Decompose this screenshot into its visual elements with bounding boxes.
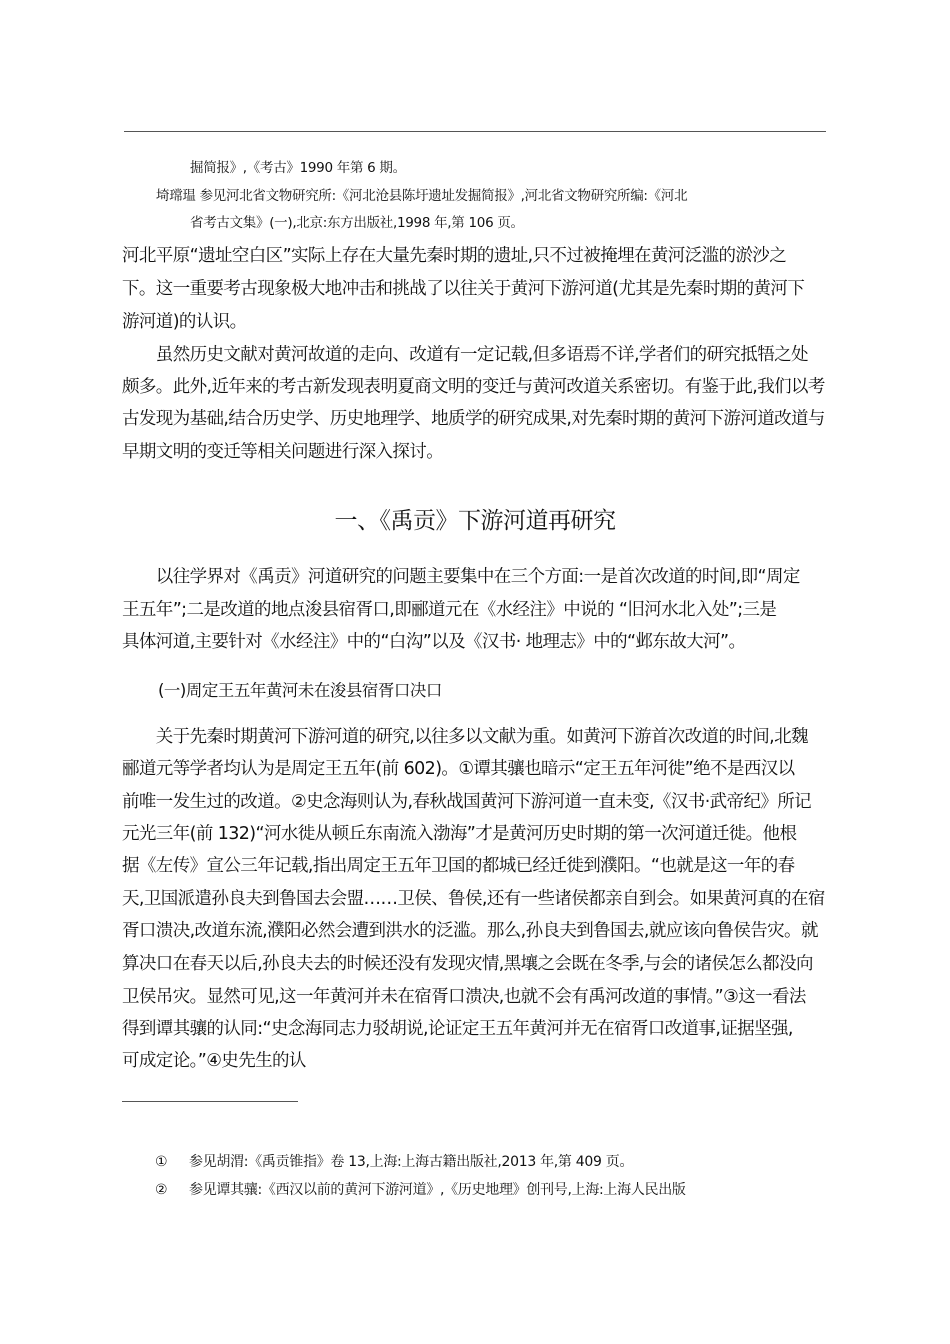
footnote-separator (122, 1101, 298, 1102)
paragraph-line: 下。这一重要考古现象极大地冲击和挑战了以往关于黄河下游河道(尤其是先秦时期的黄河下 (122, 279, 805, 299)
paragraph-line: 胥口溃决,改道东流,濮阳必然会遭到洪水的泛滥。那么,孙良夫到鲁国去,就应该向鲁侯告灾。就 (122, 921, 818, 941)
paragraph-line: 得到谭其骧的认同:“史念海同志力驳胡说,论证定王五年黄河并无在宿胥口改道事,证据坚强, (122, 1019, 793, 1039)
footnote-text: 参见胡渭:《禹贡锥指》卷 13,上海:上海古籍出版社,2013 年,第 409 页。 (189, 1154, 634, 1170)
paragraph-line: 颇多。此外,近年来的考古新发现表明夏商文明的变迁与黄河改道关系密切。有鉴于此,我们以考 (122, 377, 825, 397)
paragraph-line: 早期文明的变迁等相关问题进行深入探讨。 (122, 442, 444, 462)
paragraph-line: 据《左传》宣公三年记载,指出周定王五年卫国的都城已经迁徙到濮阳。“也就是这一年的春 (122, 856, 795, 876)
footnote-reference-line: 省考古文集》(一),北京:东方出版社,1998 年,第 106 页。 (190, 215, 524, 231)
paragraph-line: 算决口在春天以后,孙良夫去的时候还没有发现灾情,黑壤之会既在冬季,与会的诸侯怎么都没向 (122, 954, 813, 974)
paragraph-line: 虽然历史文献对黄河故道的走向、改道有一定记载,但多语焉不详,学者们的研究抵牾之处 (122, 345, 808, 365)
paragraph-line: 古发现为基础,结合历史学、历史地理学、地质学的研究成果,对先秦时期的黄河下游河道改道与 (122, 409, 825, 429)
paragraph-line: 郦道元等学者均认为是周定王五年(前 602)。①谭其骧也暗示“定王五年河徙”绝不是西汉以 (122, 759, 795, 779)
paragraph-line: 可成定论。”④史先生的认 (122, 1051, 306, 1071)
paragraph-line: 王五年”;二是改道的地点浚县宿胥口,即郦道元在《水经注》中说的 “旧河水北入处”;三是 (122, 600, 777, 620)
footnote-number: ① (155, 1154, 168, 1170)
paragraph-line: 前唯一发生过的改道。②史念海则认为,春秋战国黄河下游河道一直未变,《汉书·武帝纪》所记 (122, 792, 812, 812)
paragraph-line: 河北平原“遗址空白区”实际上存在大量先秦时期的遗址,只不过被掩埋在黄河泛滥的淤沙之 (122, 246, 787, 266)
continued-footnote-line: 掘简报》,《考古》1990 年第 6 期。 (190, 160, 406, 176)
paragraph-line: 游河道)的认识。 (122, 312, 247, 332)
paragraph-line: 以往学界对《禹贡》河道研究的问题主要集中在三个方面:一是首次改道的时间,即“周定 (122, 567, 800, 587)
header-rule (124, 131, 826, 132)
footnote-number: ② (155, 1182, 168, 1198)
paragraph-line: 关于先秦时期黄河下游河道的研究,以往多以文献为重。如黄河下游首次改道的时间,北魏 (122, 727, 808, 747)
section-heading: 一、《禹贡》下游河道再研究 (334, 508, 616, 534)
footnote-item (155, 1152, 633, 1172)
subsection-heading: (一)周定王五年黄河未在浚县宿胥口决口 (158, 681, 442, 700)
paragraph-line: 卫侯吊灾。显然可见,这一年黄河并未在宿胥口溃决,也就不会有禹河改道的事情。”③这一看法 (122, 987, 806, 1007)
paragraph-line: 元光三年(前 132)“河水徙从顿丘东南流入渤海”才是黄河历史时期的第一次河道迁徙。他根 (122, 824, 797, 844)
footnote-item (155, 1180, 686, 1200)
paragraph-line: 具体河道,主要针对《水经注》中的“白沟”以及《汉书· 地理志》中的“邺东故大河”。 (122, 632, 746, 652)
paragraph-line: 天,卫国派遣孙良夫到鲁国去会盟……卫侯、鲁侯,还有一些诸侯都亲自到会。如果黄河真的在宿 (122, 889, 825, 909)
footnote-reference-line: 埼瑺瑥 参见河北省文物研究所:《河北沧县陈圩遗址发掘简报》,河北省文物研究所编:《河北 (156, 188, 688, 204)
footnote-text: 参见谭其骧:《西汉以前的黄河下游河道》,《历史地理》创刊号,上海:上海人民出版 (189, 1182, 686, 1198)
